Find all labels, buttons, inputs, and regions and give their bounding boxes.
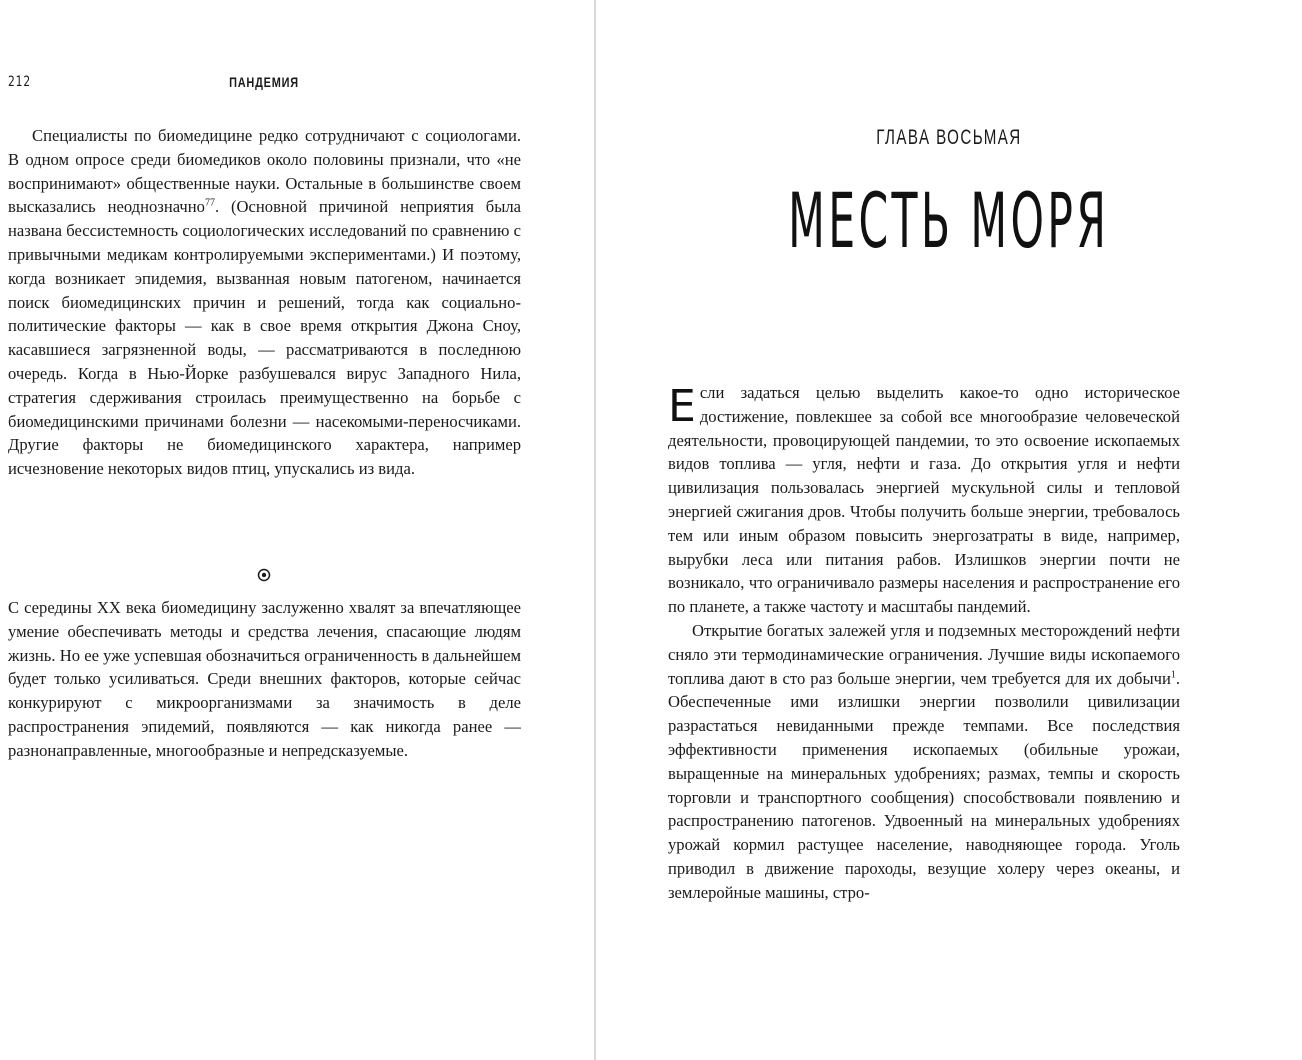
left-text-block-1 (8, 124, 521, 481)
right-page (596, 0, 1302, 1060)
page-number: 212 (8, 74, 31, 90)
paragraph-text: Открытие богатых залежей угля и подземных месторождений нефти сняло эти термодинамические ограничения. Лучшие виды ископаемого топлива дают в сто раз больше энергии, чем требуется для их добычи (668, 620, 1180, 688)
chapter-title (596, 176, 1302, 266)
right-text-block (668, 381, 1180, 905)
footnote-ref: 77 (204, 197, 215, 209)
paragraph-text-continued: . Обеспеченные ими излишки энергии позволили цивилизации разрастаться невиданными прежде темпами. Все последствия эффективности применения ископаемых (обильные урожаи, выращенные на минеральных удобрениях; размах, темпы и скорость торговли и транспортного сообщения) способствовали появлению и распространению патогенов. Удвоенный на минеральных удобрениях урожай кормил растущее население, наводняющее города. Уголь приводил в движение пароходы, везущие холеру через океаны, и землеройные машины, стро- (668, 668, 1180, 902)
running-title: ПАНДЕМИЯ (229, 74, 299, 90)
chapter-label (596, 126, 1302, 150)
drop-cap: Е (668, 381, 696, 432)
footnote-ref: 1 (1170, 669, 1176, 681)
chapter-title-text: МЕСТЬ МОРЯ (788, 176, 1110, 265)
left-paragraph-2: С середины XX века биомедицину заслуженно хвалят за впечатляющее умение обеспечивать методы и средства лечения, спасающие людям жизнь. Но ее уже успевшая обозначиться ограниченность в дальнейшем будет только усиливаться. Среди внешних факторов, которые сейчас конкурируют с микроорганизмами за значимость в деле распространения эпидемий, появляются — как никогда ранее — разнонаправленные, многообразные и непредсказуемые. (8, 598, 521, 760)
paragraph-text-continued: . (Основной причиной неприятия была названа бессистемность социологических исследований по сравнению с привычными медикам контролируемыми экспериментами.) И поэтому, когда возникает эпидемия, вызванная новым патогеном, начинается поиск биомедицинских причин и решений, тогда как социально-политические факторы — как в свое время открытия Джона Сноу, касавшиеся загрязненной воды, — рассматриваются в последнюю очередь. Когда в Нью-Йорке разбушевался вирус Западного Нила, стратегия сдерживания строилась преимущественно на борьбе с биомедицинскими причинами болезни — насекомыми-переносчиками. Другие факторы не биомедицинского характера, например исчезновение некоторых видов птиц, упускались из вида. (8, 197, 521, 479)
paragraph-text: Специалисты по биомедицине редко сотрудничают с социологами. В одном опросе среди биомедиков около половины признали, что «не воспринимают» общественные науки. Остальные в большинстве своем высказались неоднозначно (8, 126, 521, 217)
right-paragraph-1 (668, 381, 1180, 619)
section-break-icon (256, 567, 272, 583)
running-head (8, 74, 520, 94)
paragraph-text: сли задаться целью выделить какое-то одно историческое достижение, повлекшее за собой все многообразие человеческой деятельности, провоцирующей пандемии, то это освоение ископаемых видов топлива — угля, нефти и газа. До открытия угля и нефти цивилизация пользовалась энергией мускульной силы и тепловой энергией сжигания дров. Чтобы получить больше энергии, требовалось тем или иным образом повысить энергозатраты в виде, например, вырубки леса или питания рабов. Излишков энергии почти не возникало, что ограничивало размеры населения и распространение его по планете, а также частоту и масштабы пандемий. (668, 383, 1180, 617)
left-page (0, 0, 594, 1060)
left-paragraph-1 (8, 124, 521, 481)
right-paragraph-2 (668, 619, 1180, 905)
left-text-block-2 (8, 596, 521, 763)
chapter-label-text: ГЛАВА ВОСЬМАЯ (876, 126, 1022, 149)
